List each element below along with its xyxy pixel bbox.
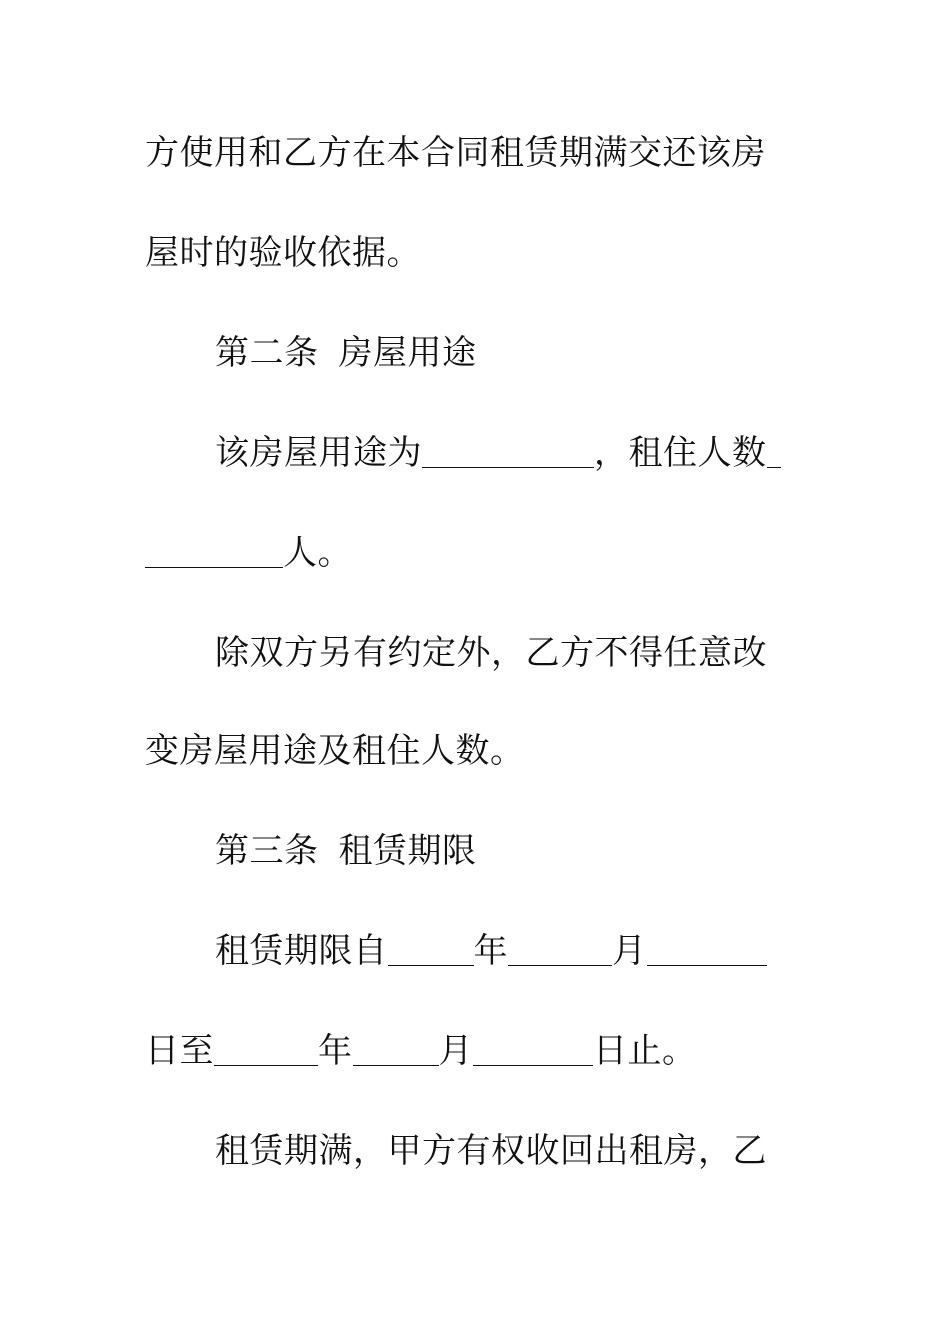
paragraph-line	[145, 233, 805, 273]
paragraph-line	[215, 433, 875, 473]
paragraph-line	[215, 1131, 875, 1171]
article-heading	[215, 831, 875, 871]
paragraph-line	[215, 633, 875, 673]
line-text: 方使用和乙方在本合同租赁期满交还该房	[145, 133, 766, 173]
line-text: 年	[318, 1031, 353, 1071]
fill-in-blank	[647, 935, 767, 966]
paragraph-line	[215, 931, 875, 971]
fill-in-blank	[473, 1035, 593, 1066]
line-text: 变房屋用途及租住人数。	[145, 731, 525, 771]
paragraph-line	[145, 731, 805, 771]
article-number: 第三条	[215, 831, 319, 871]
paragraph-line	[145, 133, 805, 173]
line-text: ，租住人数	[594, 433, 767, 473]
fill-in-blank	[214, 1035, 318, 1066]
line-text: 租赁期满，甲方有权收回出租房，乙	[215, 1131, 767, 1171]
paragraph-line	[145, 533, 805, 573]
line-text: 除双方另有约定外，乙方不得任意改	[215, 633, 767, 673]
fill-in-blank	[422, 437, 594, 468]
fill-in-blank	[508, 935, 612, 966]
paragraph-line	[145, 1031, 805, 1071]
line-text: 月	[612, 931, 647, 971]
fill-in-blank	[145, 537, 283, 568]
line-text: 人。	[283, 533, 352, 573]
line-text: 月	[438, 1031, 473, 1071]
line-text: 该房屋用途为	[215, 433, 422, 473]
fill-in-blank	[353, 1035, 439, 1066]
line-text: 日止。	[593, 1031, 697, 1071]
fill-in-blank	[767, 437, 781, 468]
fill-in-blank	[388, 935, 474, 966]
line-text: 屋时的验收依据。	[145, 233, 421, 273]
line-text: 年	[473, 931, 508, 971]
article-heading	[215, 333, 875, 373]
line-text: 日至	[145, 1031, 214, 1071]
line-text: 租赁期限自	[215, 931, 388, 971]
article-title: 房屋用途	[338, 333, 477, 373]
article-title: 租赁期限	[338, 831, 477, 871]
article-number: 第二条	[215, 333, 319, 373]
